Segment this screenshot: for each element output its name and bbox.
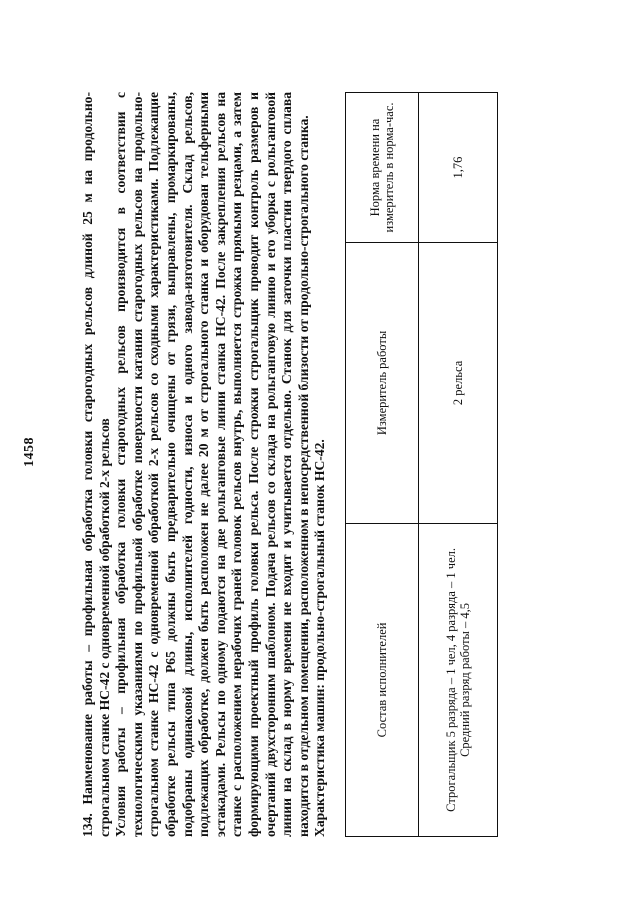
table-header-row — [346, 93, 419, 837]
work-title: 134. Наименование работы – профильная обработка головки старогодных рельсов длиной 25 м на продольно-строгальном станке НС-42 с одновременной обработкой 2-х рельсов — [80, 92, 112, 837]
header-norm: Норма времени на измеритель в норма-час. — [346, 93, 419, 243]
cell-unit: 2 рельса — [419, 243, 498, 524]
cell-staff-line2: Средний разряд работы – 4,5 — [458, 602, 472, 757]
work-conditions: Условия работы – профильная обработка головки старогодных рельсов производится в соответствии с технологическими указаниями по профильной обработке поверхности катания старогодных рельсов на продольно-строгальном станке НС-42 с одновременной обработкой 2-х рельсов со сходными характеристиками. Подлежащие обработке рельсы типа Р65 должны быть предварительно очищены от грязи, выправлены, промаркированы, подобраны одинаковой длины, исполнителей годности, износа и одного завода-изготовителя. Склад рельсов, подлежащих обработке, должен быть расположен не далее 20 м от строгального станка и оборудован тельферными эстакадами. Рельсы по одному подаются на две рольганговые линии станка НС-42. После закрепления рельсов на станке с расположением нерабочих граней головок рельсов внутрь, выполняется строжка прямыми резцами, а затем формирующими проектный профиль головки рельса. После строжки строгальщик проводит контроль размеров и очертаний двухсторонним шаблоном. Подача рельсов со склада на рольганговую линию и его уборка с рольганговой линии на склад в норму времени не входит и учитывается отдельно. Станок для заточки пластин твердого сплава находится в отдельном помещении, расположенном в непосредственной близости от продольно-строгального станка. — [113, 92, 311, 837]
cell-staff — [419, 523, 498, 836]
document-body — [80, 92, 329, 837]
page-number: 1458 — [22, 437, 37, 467]
time-norm-table — [345, 92, 498, 837]
header-unit: Измеритель работы — [346, 243, 419, 524]
machine-characteristics: Характеристика машин: продольно-строгальный станок НС-42. — [312, 439, 328, 837]
table-row — [419, 93, 498, 837]
cell-norm: 1,76 — [419, 93, 498, 243]
cell-staff-line1: Строгальщик 5 разряда – 1 чел, 4 разряда – 1 чел. — [443, 548, 458, 812]
header-staff: Состав исполнителей — [346, 523, 419, 836]
